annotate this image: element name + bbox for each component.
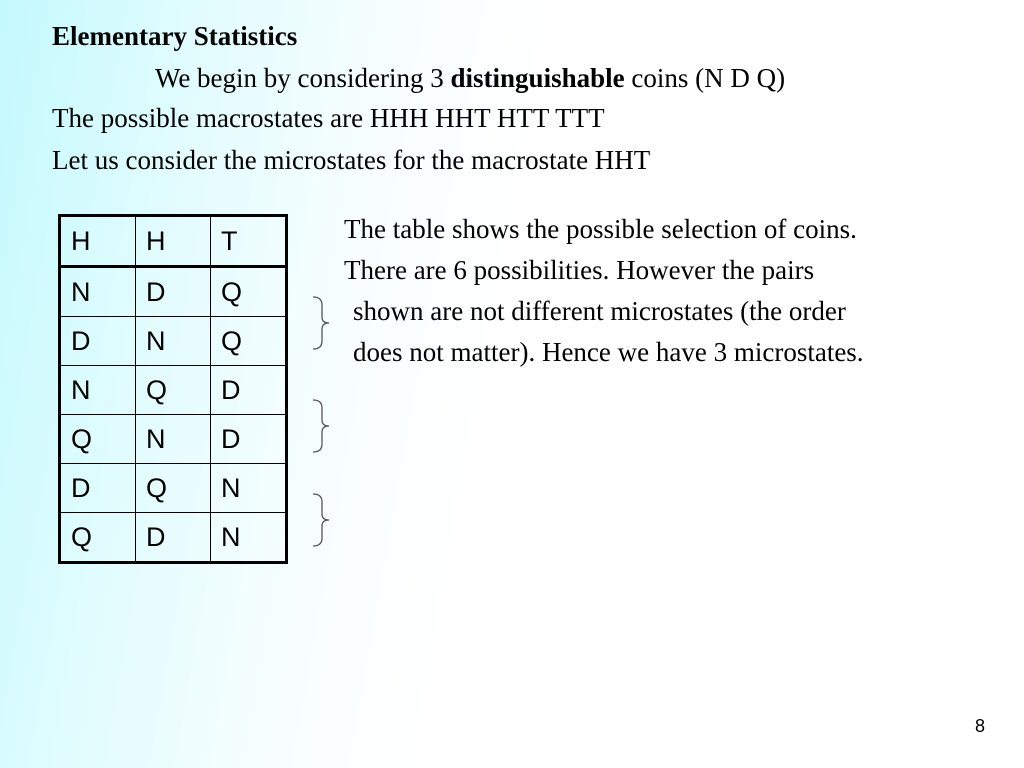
macrostates-line: The possible macrostates are HHH HHT HTT TTT [52, 103, 605, 133]
table-cell: Q [136, 464, 211, 513]
table-cell: D [60, 464, 136, 513]
table-cell: Q [60, 513, 136, 563]
table-cell: D [136, 513, 211, 563]
header-cell: H [60, 216, 136, 267]
intro-line [155, 62, 785, 94]
table-cell: N [136, 415, 211, 464]
right-brace-icon [310, 492, 332, 548]
table-cell: Q [211, 317, 287, 366]
slide-title: Elementary Statistics [52, 21, 298, 51]
table-row [60, 513, 287, 563]
table-row [60, 415, 287, 464]
consider-line: Let us consider the microstates for the macrostate HHT [52, 145, 651, 175]
table-row [60, 464, 287, 513]
right-brace-icon [310, 295, 332, 351]
explanation-line: The table shows the possible selection of coins. [344, 214, 857, 244]
intro-bold-word: distinguishable [450, 63, 625, 93]
explanation-line: shown are not different microstates (the order [353, 296, 846, 326]
table-cell: D [211, 415, 287, 464]
table-cell: D [211, 366, 287, 415]
coin-table [58, 214, 288, 564]
table-cell: N [211, 513, 287, 563]
table-row [60, 317, 287, 366]
intro-prefix: We begin by considering 3 [155, 63, 451, 93]
right-brace-icon [310, 398, 332, 454]
table-header-row [60, 216, 287, 267]
table-cell: N [211, 464, 287, 513]
table-cell: Q [211, 267, 287, 317]
page-number: 8 [975, 716, 986, 736]
table-cell: N [60, 267, 136, 317]
header-cell: H [136, 216, 211, 267]
table-cell: D [136, 267, 211, 317]
table-cell: N [60, 366, 136, 415]
table-row [60, 366, 287, 415]
table-cell: Q [60, 415, 136, 464]
table-cell: N [136, 317, 211, 366]
intro-suffix: coins (N D Q) [624, 63, 786, 93]
table-cell: Q [136, 366, 211, 415]
explanation-line: There are 6 possibilities. However the pairs [344, 255, 815, 285]
header-cell: T [211, 216, 287, 267]
explanation-line: does not matter). Hence we have 3 microstates. [353, 337, 864, 367]
table-cell: D [60, 317, 136, 366]
table-row [60, 267, 287, 317]
